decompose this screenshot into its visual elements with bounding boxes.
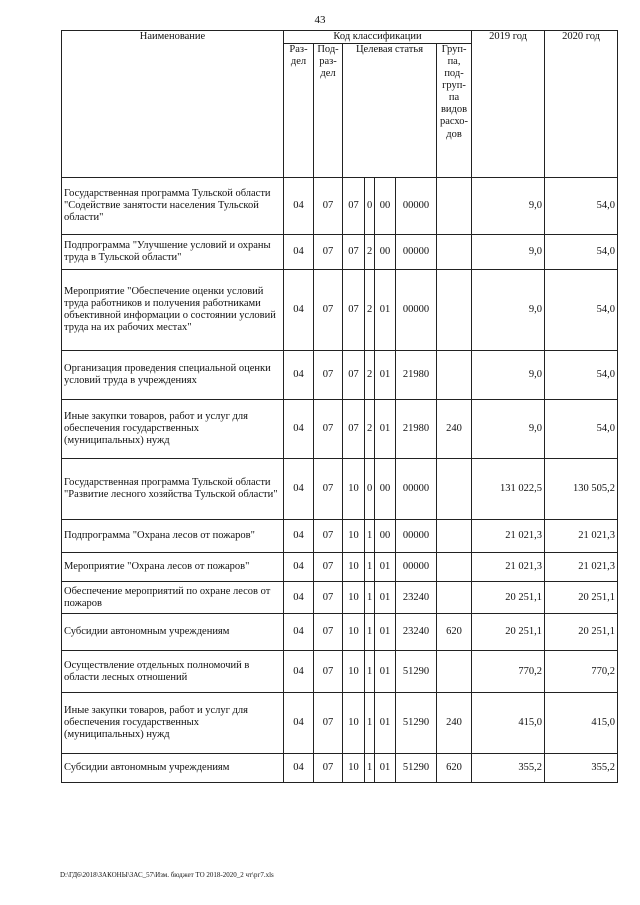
row-target-subprogram: 1 (365, 754, 375, 783)
row-section: 04 (284, 651, 314, 693)
row-target-subprogram: 1 (365, 651, 375, 693)
row-target-direction: 51290 (396, 693, 437, 754)
row-name: Подпрограмма "Охрана лесов от пожаров" (62, 520, 284, 553)
row-section: 04 (284, 178, 314, 235)
row-amount-2019: 21 021,3 (472, 553, 545, 582)
row-section: 04 (284, 235, 314, 270)
budget-table (61, 30, 618, 783)
header-expense-group: Груп- па, под- груп- па видов расхо- дов (437, 44, 472, 178)
row-amount-2020: 130 505,2 (545, 459, 618, 520)
row-amount-2019: 9,0 (472, 400, 545, 459)
row-target-direction: 23240 (396, 614, 437, 651)
row-target-subprogram: 0 (365, 178, 375, 235)
row-target-direction: 00000 (396, 178, 437, 235)
row-target-subprogram: 2 (365, 400, 375, 459)
row-subsection: 07 (314, 520, 343, 553)
row-target-event: 00 (375, 235, 396, 270)
row-target-event: 01 (375, 754, 396, 783)
table-row (62, 235, 618, 270)
row-target-program: 10 (343, 459, 365, 520)
row-amount-2019: 21 021,3 (472, 520, 545, 553)
row-target-direction: 00000 (396, 520, 437, 553)
row-target-subprogram: 1 (365, 553, 375, 582)
table-row (62, 553, 618, 582)
row-expense-group: 620 (437, 614, 472, 651)
row-name: Организация проведения специальной оценки условий труда в учреждениях (62, 351, 284, 400)
header-2020: 2020 год (545, 31, 618, 178)
row-amount-2020: 21 021,3 (545, 520, 618, 553)
row-expense-group (437, 178, 472, 235)
row-target-subprogram: 0 (365, 459, 375, 520)
row-section: 04 (284, 754, 314, 783)
row-target-event: 01 (375, 553, 396, 582)
row-target-program: 07 (343, 235, 365, 270)
row-target-program: 07 (343, 270, 365, 351)
row-section: 04 (284, 582, 314, 614)
row-amount-2020: 54,0 (545, 235, 618, 270)
row-target-direction: 51290 (396, 754, 437, 783)
row-target-subprogram: 1 (365, 614, 375, 651)
row-target-direction: 00000 (396, 235, 437, 270)
row-amount-2019: 9,0 (472, 178, 545, 235)
row-target-direction: 00000 (396, 553, 437, 582)
row-target-program: 10 (343, 651, 365, 693)
row-expense-group (437, 351, 472, 400)
row-amount-2020: 355,2 (545, 754, 618, 783)
row-amount-2019: 770,2 (472, 651, 545, 693)
row-target-direction: 00000 (396, 270, 437, 351)
row-subsection: 07 (314, 651, 343, 693)
row-target-program: 10 (343, 553, 365, 582)
row-amount-2020: 54,0 (545, 178, 618, 235)
row-target-program: 07 (343, 178, 365, 235)
row-name: Иные закупки товаров, работ и услуг для обеспечения государственных (муниципальных) нужд (62, 693, 284, 754)
row-target-program: 07 (343, 400, 365, 459)
row-amount-2019: 20 251,1 (472, 614, 545, 651)
row-amount-2020: 54,0 (545, 351, 618, 400)
table-row (62, 400, 618, 459)
row-expense-group (437, 270, 472, 351)
row-target-direction: 21980 (396, 400, 437, 459)
row-section: 04 (284, 614, 314, 651)
row-amount-2020: 20 251,1 (545, 614, 618, 651)
row-subsection: 07 (314, 270, 343, 351)
row-target-program: 10 (343, 582, 365, 614)
row-target-event: 01 (375, 400, 396, 459)
table-row (62, 754, 618, 783)
header-name: Наименование (62, 31, 284, 178)
row-section: 04 (284, 459, 314, 520)
row-target-direction: 23240 (396, 582, 437, 614)
row-target-direction: 21980 (396, 351, 437, 400)
row-subsection: 07 (314, 235, 343, 270)
row-expense-group (437, 553, 472, 582)
row-target-event: 00 (375, 178, 396, 235)
table-row (62, 582, 618, 614)
row-expense-group (437, 235, 472, 270)
table-row (62, 520, 618, 553)
row-target-subprogram: 1 (365, 693, 375, 754)
row-section: 04 (284, 520, 314, 553)
row-amount-2019: 9,0 (472, 235, 545, 270)
row-amount-2019: 355,2 (472, 754, 545, 783)
table-row (62, 270, 618, 351)
row-name: Мероприятие "Охрана лесов от пожаров" (62, 553, 284, 582)
header-subsection: Под- раз- дел (314, 44, 343, 178)
row-subsection: 07 (314, 351, 343, 400)
row-amount-2020: 415,0 (545, 693, 618, 754)
row-subsection: 07 (314, 582, 343, 614)
row-expense-group: 240 (437, 693, 472, 754)
row-target-program: 10 (343, 614, 365, 651)
table-row (62, 651, 618, 693)
row-name: Осуществление отдельных полномочий в области лесных отношений (62, 651, 284, 693)
row-name: Субсидии автономным учреждениям (62, 754, 284, 783)
row-subsection: 07 (314, 693, 343, 754)
row-name: Государственная программа Тульской области "Развитие лесного хозяйства Тульской области" (62, 459, 284, 520)
row-target-subprogram: 2 (365, 235, 375, 270)
row-target-event: 01 (375, 582, 396, 614)
header-section: Раз- дел (284, 44, 314, 178)
row-subsection: 07 (314, 459, 343, 520)
row-name: Субсидии автономным учреждениям (62, 614, 284, 651)
table-row (62, 178, 618, 235)
table-row (62, 614, 618, 651)
row-target-event: 00 (375, 520, 396, 553)
row-amount-2020: 54,0 (545, 400, 618, 459)
row-name: Подпрограмма "Улучшение условий и охраны труда в Тульской области" (62, 235, 284, 270)
table-row (62, 693, 618, 754)
row-target-event: 01 (375, 651, 396, 693)
row-amount-2020: 20 251,1 (545, 582, 618, 614)
row-target-direction: 51290 (396, 651, 437, 693)
row-target-event: 01 (375, 351, 396, 400)
row-name: Государственная программа Тульской области "Содействие занятости населения Тульской области" (62, 178, 284, 235)
row-target-subprogram: 1 (365, 520, 375, 553)
header-2019: 2019 год (472, 31, 545, 178)
page-number: 43 (314, 14, 326, 26)
row-amount-2019: 20 251,1 (472, 582, 545, 614)
table-row (62, 351, 618, 400)
row-expense-group: 620 (437, 754, 472, 783)
row-amount-2020: 21 021,3 (545, 553, 618, 582)
row-target-program: 10 (343, 693, 365, 754)
row-amount-2019: 131 022,5 (472, 459, 545, 520)
footer-file-path: D:\ГД6\2018\ЗАКОНЫ\ЗАС_57\Изм. бюджет ТО 2018-2020_2 чт\рг7.xls (60, 871, 274, 879)
table-row (62, 459, 618, 520)
row-target-subprogram: 2 (365, 351, 375, 400)
row-subsection: 07 (314, 754, 343, 783)
row-amount-2020: 54,0 (545, 270, 618, 351)
row-section: 04 (284, 270, 314, 351)
row-subsection: 07 (314, 614, 343, 651)
row-expense-group (437, 651, 472, 693)
row-target-subprogram: 1 (365, 582, 375, 614)
row-section: 04 (284, 693, 314, 754)
row-subsection: 07 (314, 553, 343, 582)
row-amount-2019: 9,0 (472, 351, 545, 400)
row-section: 04 (284, 351, 314, 400)
row-expense-group: 240 (437, 400, 472, 459)
row-section: 04 (284, 400, 314, 459)
row-name: Мероприятие "Обеспечение оценки условий труда работников и получения работниками объективной информации о состоянии условий труда на их рабочих местах" (62, 270, 284, 351)
row-amount-2020: 770,2 (545, 651, 618, 693)
row-target-event: 01 (375, 270, 396, 351)
row-section: 04 (284, 553, 314, 582)
row-subsection: 07 (314, 178, 343, 235)
row-expense-group (437, 582, 472, 614)
row-target-subprogram: 2 (365, 270, 375, 351)
row-target-event: 01 (375, 693, 396, 754)
row-name: Обеспечение мероприятий по охране лесов от пожаров (62, 582, 284, 614)
row-target-event: 00 (375, 459, 396, 520)
row-target-event: 01 (375, 614, 396, 651)
row-amount-2019: 9,0 (472, 270, 545, 351)
row-name: Иные закупки товаров, работ и услуг для обеспечения государственных (муниципальных) нужд (62, 400, 284, 459)
row-expense-group (437, 520, 472, 553)
row-expense-group (437, 459, 472, 520)
row-target-program: 10 (343, 520, 365, 553)
row-target-direction: 00000 (396, 459, 437, 520)
row-amount-2019: 415,0 (472, 693, 545, 754)
header-code-classification: Код классификации (284, 31, 472, 44)
row-target-program: 07 (343, 351, 365, 400)
row-target-program: 10 (343, 754, 365, 783)
header-target-article: Целевая статья (343, 44, 437, 178)
row-subsection: 07 (314, 400, 343, 459)
